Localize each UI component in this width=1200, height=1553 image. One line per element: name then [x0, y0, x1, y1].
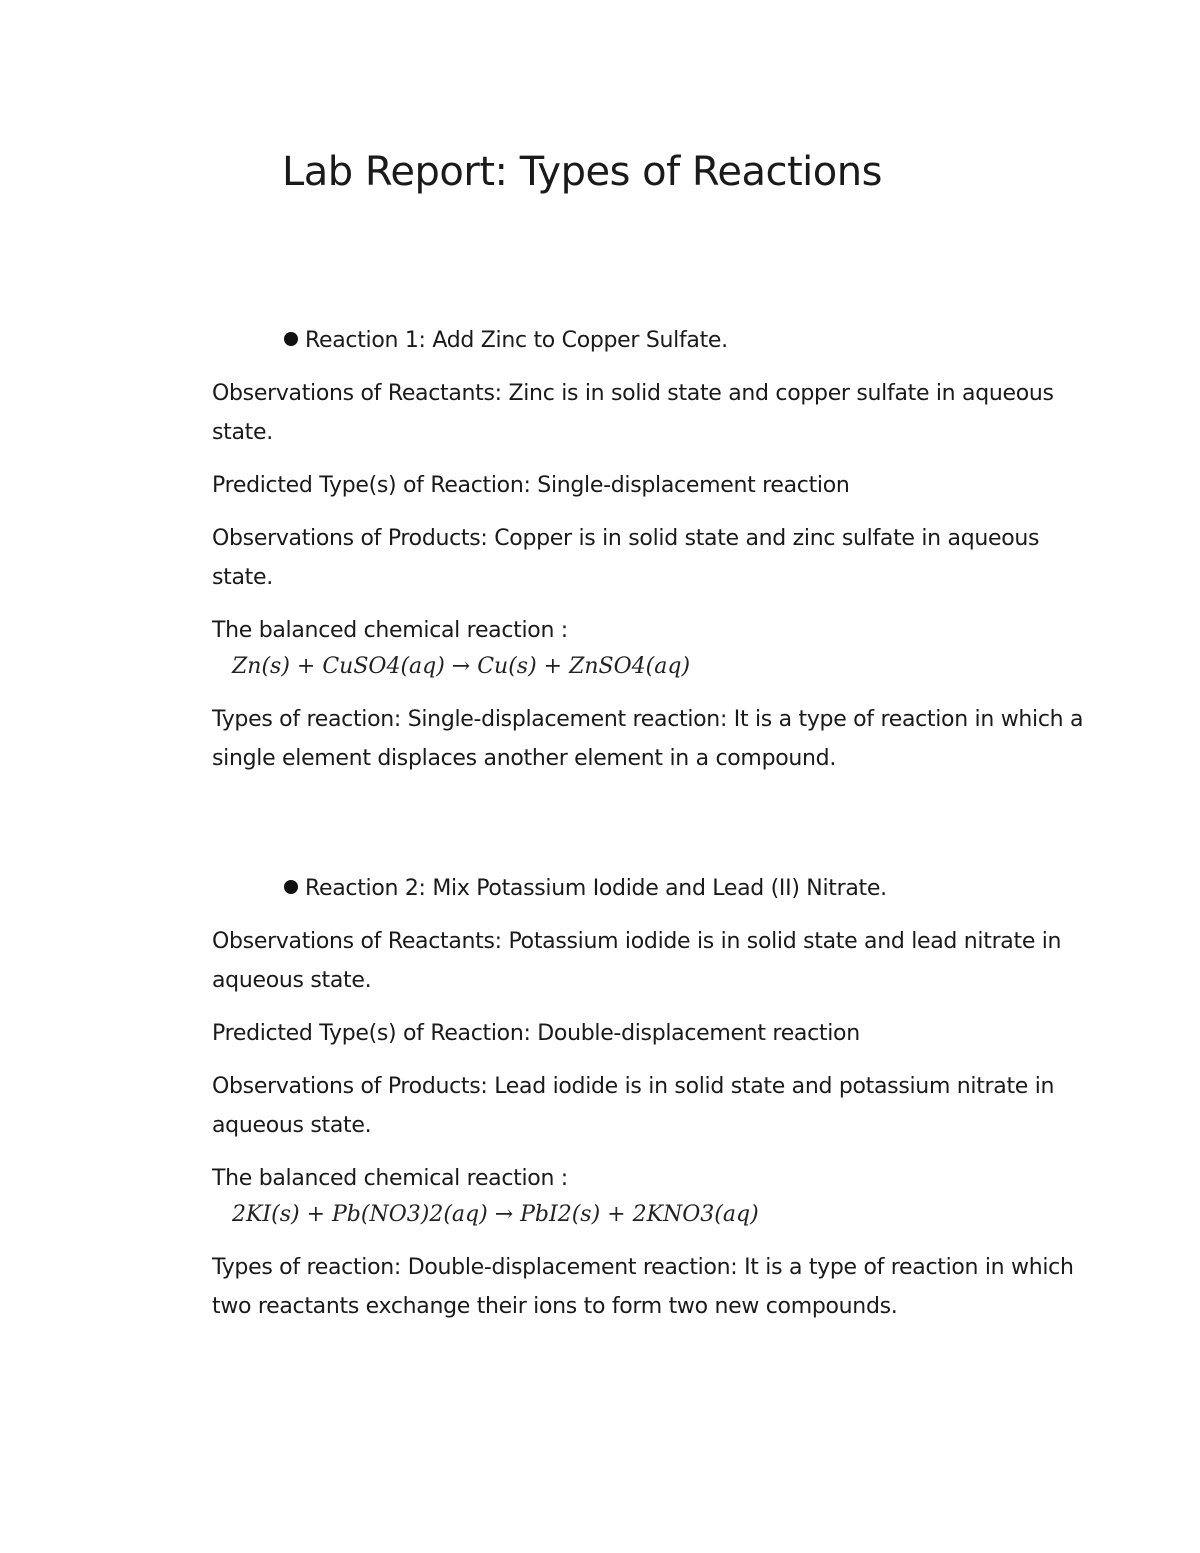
- reaction-2-equation: [232, 1198, 1092, 1232]
- reaction-2-heading: Reaction 2: Mix Potassium Iodide and Lead (II) Nitrate.: [305, 876, 887, 901]
- reaction-2-heading-row: [284, 869, 1092, 908]
- reaction-1-observations-reactants: Observations of Reactants: Zinc is in solid state and copper sulfate in aqueous state.: [212, 381, 1054, 445]
- reaction-1-heading: Reaction 1: Add Zinc to Copper Sulfate.: [305, 328, 728, 353]
- reaction-2-section: [212, 869, 1092, 1326]
- page-title: Lab Report: Types of Reactions: [282, 149, 882, 195]
- reaction-1-equation-text: Zn(s) + CuSO4(aq) → Cu(s) + ZnSO4(aq): [232, 654, 691, 679]
- reaction-2-observations-products: Observations of Products: Lead iodide is in solid state and potassium nitrate in aqueous state.: [212, 1074, 1055, 1138]
- reaction-2-equation-text: 2KI(s) + Pb(NO3)2(aq) → PbI2(s) + 2KNO3(aq): [232, 1202, 759, 1227]
- reaction-1-heading-row: [284, 321, 1092, 360]
- reaction-1-balanced-label: The balanced chemical reaction :: [212, 618, 568, 643]
- reaction-1-equation: [232, 650, 1092, 684]
- bullet-icon: [284, 880, 298, 894]
- reaction-2-types-of-reaction: Types of reaction: Double-displacement reaction: It is a type of reaction in which two reactants exchange their ions to form two new compounds.: [212, 1255, 1074, 1319]
- reaction-2-balanced-label: The balanced chemical reaction :: [212, 1166, 568, 1191]
- reaction-1-observations-products: Observations of Products: Copper is in solid state and zinc sulfate in aqueous state.: [212, 526, 1040, 590]
- reaction-1-predicted-type: Predicted Type(s) of Reaction: Single-displacement reaction: [212, 473, 850, 498]
- bullet-icon: [284, 332, 298, 346]
- reaction-1-types-of-reaction: Types of reaction: Single-displacement reaction: It is a type of reaction in which a single element displaces another element in a compound.: [212, 707, 1084, 771]
- reaction-1-section: [212, 321, 1092, 778]
- reaction-2-observations-reactants: Observations of Reactants: Potassium iodide is in solid state and lead nitrate in aqueous state.: [212, 929, 1062, 993]
- reaction-2-predicted-type: Predicted Type(s) of Reaction: Double-displacement reaction: [212, 1021, 860, 1046]
